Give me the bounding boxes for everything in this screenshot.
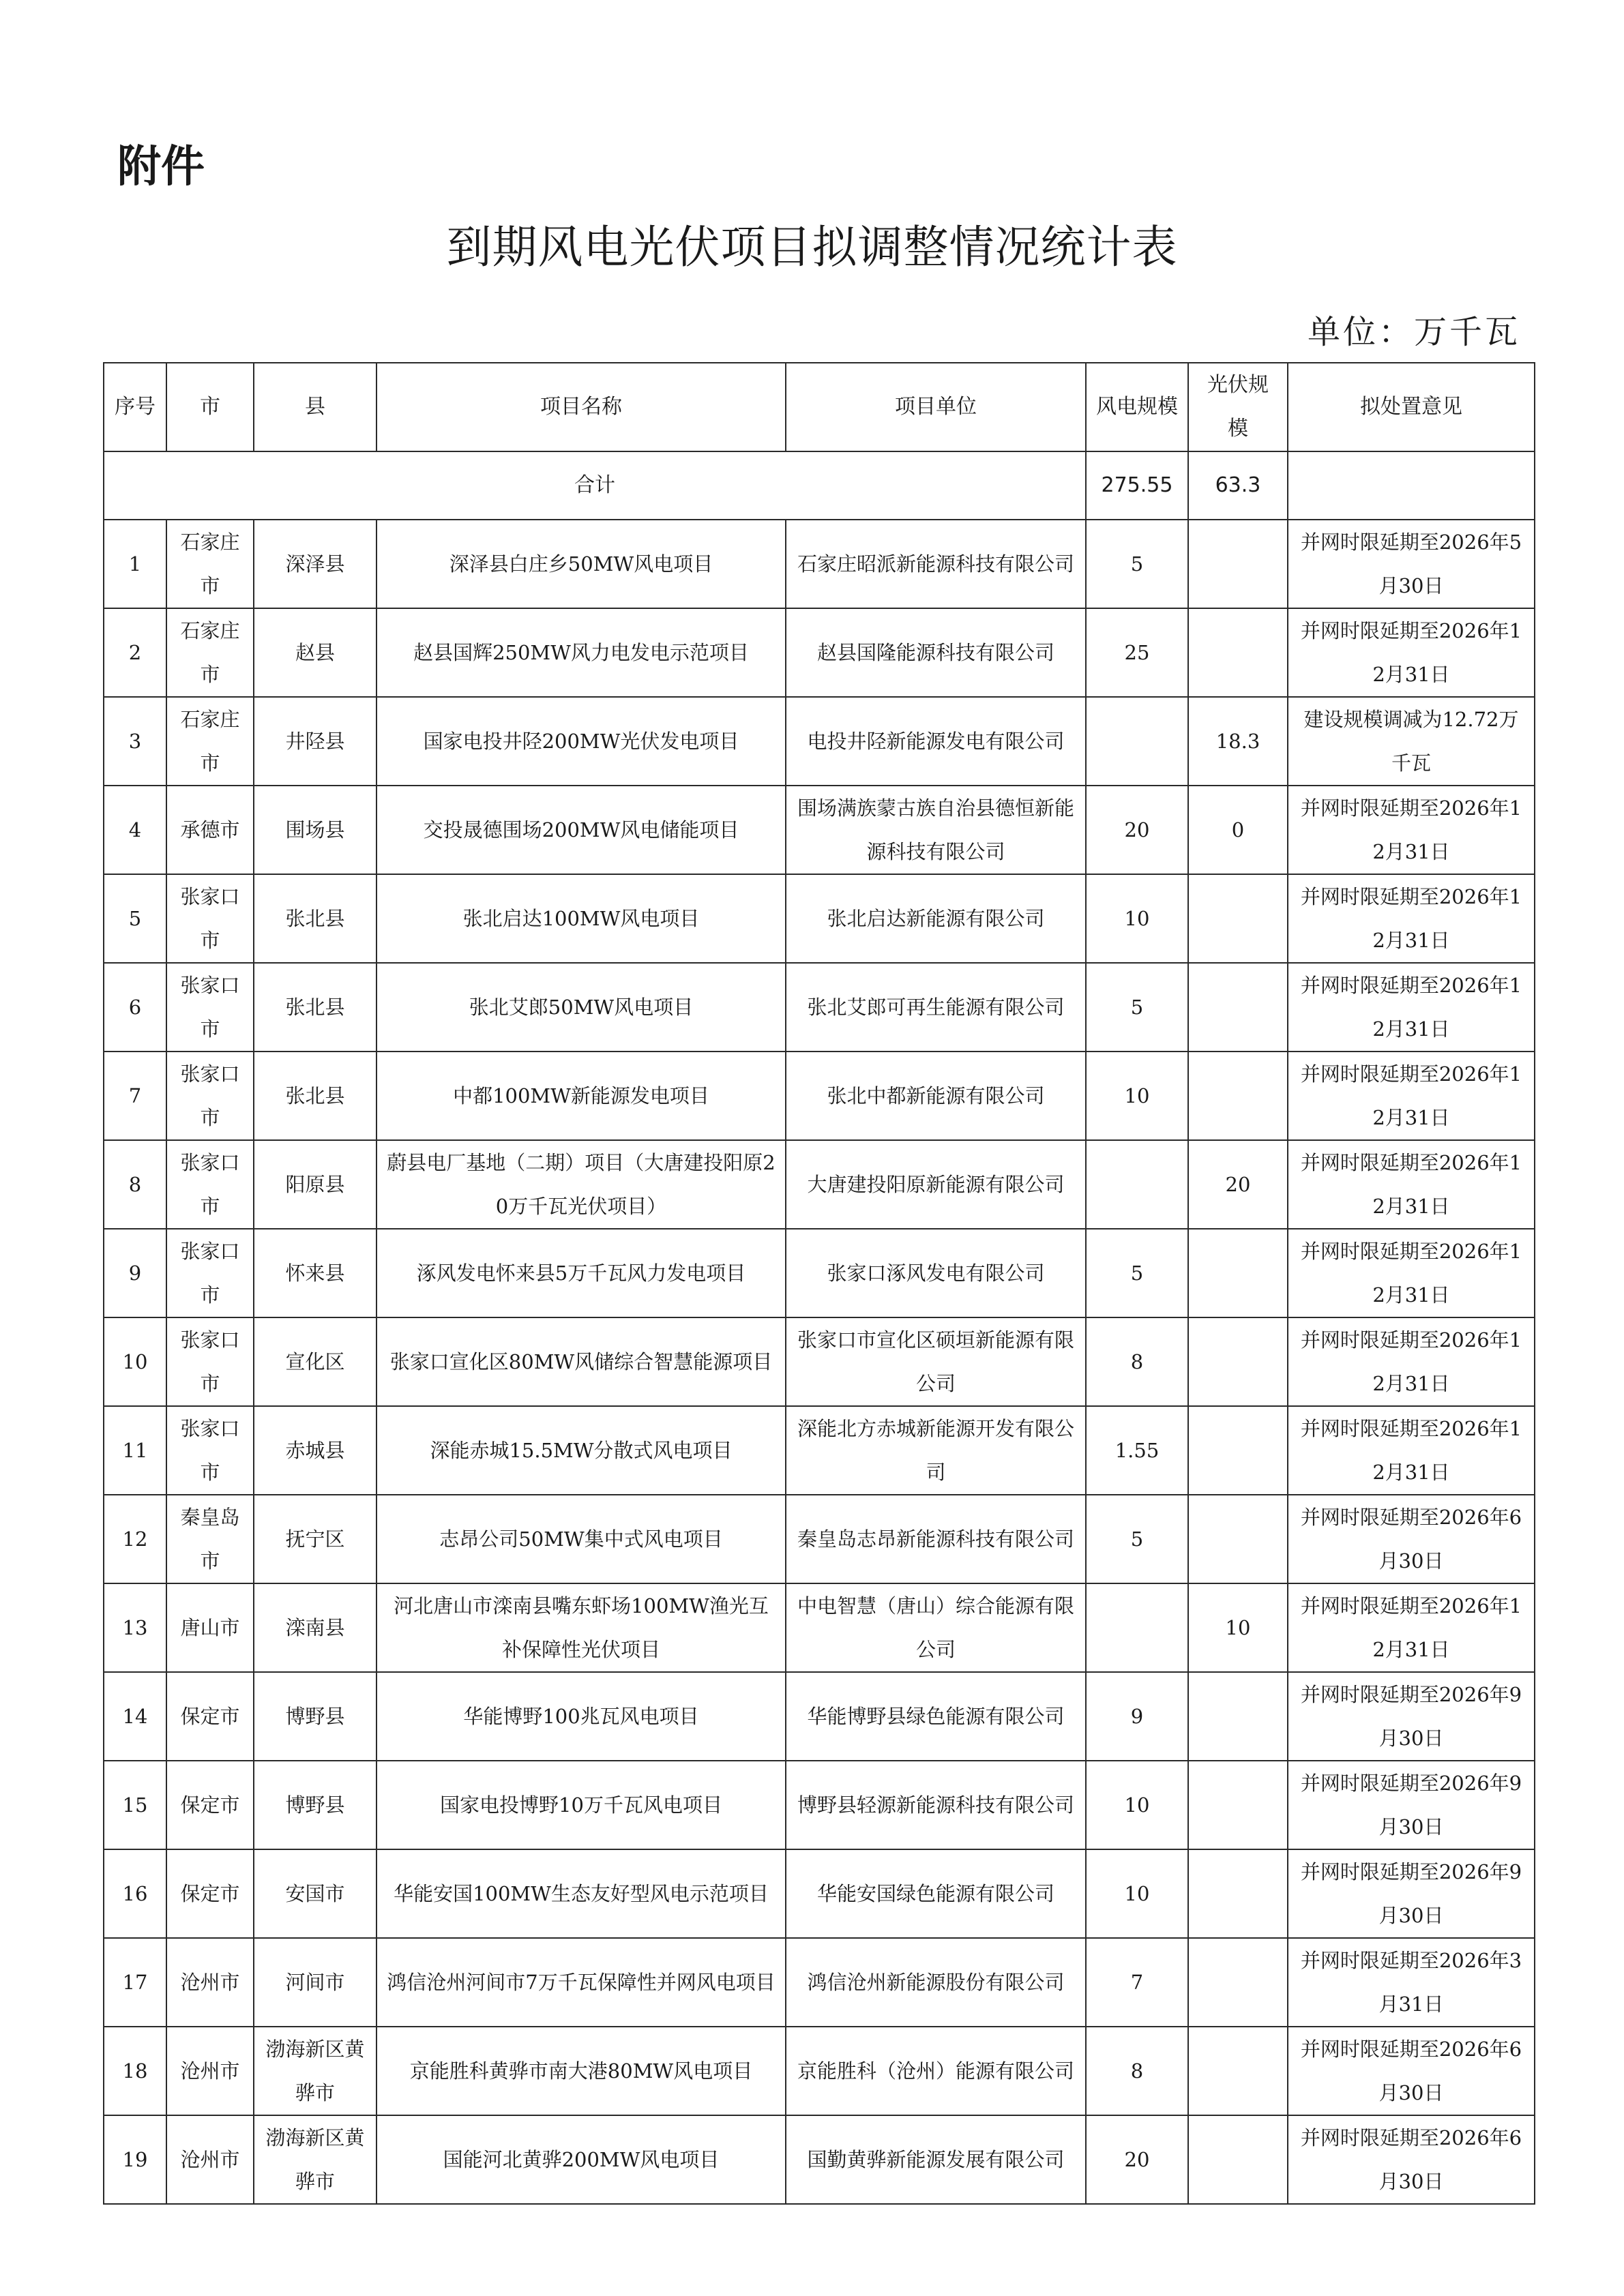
cell-city: 沧州市 (166, 1938, 254, 2027)
cell-city: 张家口市 (166, 1317, 254, 1406)
cell-wind-scale: 8 (1086, 1317, 1188, 1406)
cell-project-unit: 博野县轻源新能源科技有限公司 (786, 1761, 1086, 1849)
cell-county: 怀来县 (254, 1229, 377, 1317)
cell-project-name: 赵县国辉250MW风力电发电示范项目 (377, 608, 786, 697)
cell-county: 张北县 (254, 1052, 377, 1140)
cell-no: 15 (104, 1761, 166, 1849)
cell-county: 赤城县 (254, 1406, 377, 1495)
header-wind-scale: 风电规模 (1086, 363, 1188, 451)
table-row (104, 1317, 1535, 1406)
cell-city: 保定市 (166, 1761, 254, 1849)
table-row (104, 520, 1535, 608)
table-row (104, 697, 1535, 786)
cell-no: 2 (104, 608, 166, 697)
cell-opinion: 并网时限延期至2026年12月31日 (1288, 1406, 1535, 1495)
cell-pv-scale: 20 (1188, 1140, 1288, 1229)
cell-pv-scale (1188, 1672, 1288, 1761)
cell-county: 围场县 (254, 786, 377, 874)
cell-city: 石家庄市 (166, 697, 254, 786)
cell-city: 石家庄市 (166, 520, 254, 608)
cell-no: 9 (104, 1229, 166, 1317)
cell-county: 河间市 (254, 1938, 377, 2027)
table-row (104, 1406, 1535, 1495)
cell-opinion: 并网时限延期至2026年12月31日 (1288, 963, 1535, 1052)
cell-project-name: 华能博野100兆瓦风电项目 (377, 1672, 786, 1761)
cell-opinion: 并网时限延期至2026年12月31日 (1288, 1140, 1535, 1229)
table-row (104, 963, 1535, 1052)
cell-county: 博野县 (254, 1672, 377, 1761)
cell-wind-scale: 5 (1086, 1495, 1188, 1583)
cell-wind-scale: 9 (1086, 1672, 1188, 1761)
cell-pv-scale (1188, 1761, 1288, 1849)
cell-wind-scale: 20 (1086, 2115, 1188, 2204)
header-project-unit: 项目单位 (786, 363, 1086, 451)
cell-no: 19 (104, 2115, 166, 2204)
cell-no: 10 (104, 1317, 166, 1406)
cell-county: 安国市 (254, 1849, 377, 1938)
cell-wind-scale: 8 (1086, 2027, 1188, 2115)
cell-opinion: 并网时限延期至2026年12月31日 (1288, 608, 1535, 697)
table-row (104, 1229, 1535, 1317)
cell-project-unit: 赵县国隆能源科技有限公司 (786, 608, 1086, 697)
cell-no: 12 (104, 1495, 166, 1583)
cell-project-unit: 张北启达新能源有限公司 (786, 874, 1086, 963)
header-pv-scale: 光伏规模 (1188, 363, 1288, 451)
table-row (104, 1495, 1535, 1583)
unit-label: 单位：万千瓦 (1307, 313, 1520, 351)
cell-wind-scale: 10 (1086, 874, 1188, 963)
cell-project-unit: 深能北方赤城新能源开发有限公司 (786, 1406, 1086, 1495)
cell-wind-scale: 1.55 (1086, 1406, 1188, 1495)
cell-project-name: 国能河北黄骅200MW风电项目 (377, 2115, 786, 2204)
cell-wind-scale (1086, 1583, 1188, 1672)
cell-project-unit: 围场满族蒙古族自治县德恒新能源科技有限公司 (786, 786, 1086, 874)
cell-county: 博野县 (254, 1761, 377, 1849)
cell-wind-scale: 10 (1086, 1052, 1188, 1140)
cell-project-name: 国家电投博野10万千瓦风电项目 (377, 1761, 786, 1849)
cell-opinion: 并网时限延期至2026年9月30日 (1288, 1849, 1535, 1938)
header-no: 序号 (104, 363, 166, 451)
cell-project-name: 深能赤城15.5MW分散式风电项目 (377, 1406, 786, 1495)
cell-opinion: 并网时限延期至2026年12月31日 (1288, 1317, 1535, 1406)
cell-pv-scale (1188, 1849, 1288, 1938)
cell-project-unit: 京能胜科（沧州）能源有限公司 (786, 2027, 1086, 2115)
cell-county: 渤海新区黄骅市 (254, 2027, 377, 2115)
cell-wind-scale: 7 (1086, 1938, 1188, 2027)
cell-pv-scale (1188, 1229, 1288, 1317)
projects-table (103, 362, 1535, 2205)
cell-no: 14 (104, 1672, 166, 1761)
cell-pv-scale (1188, 1052, 1288, 1140)
cell-city: 张家口市 (166, 874, 254, 963)
cell-city: 张家口市 (166, 1052, 254, 1140)
table-row (104, 874, 1535, 963)
cell-county: 井陉县 (254, 697, 377, 786)
cell-wind-scale: 5 (1086, 520, 1188, 608)
cell-county: 深泽县 (254, 520, 377, 608)
cell-no: 7 (104, 1052, 166, 1140)
cell-no: 17 (104, 1938, 166, 2027)
cell-project-name: 国家电投井陉200MW光伏发电项目 (377, 697, 786, 786)
table-row (104, 2027, 1535, 2115)
cell-city: 张家口市 (166, 963, 254, 1052)
cell-project-name: 张北启达100MW风电项目 (377, 874, 786, 963)
cell-project-name: 交投晟德围场200MW风电储能项目 (377, 786, 786, 874)
cell-project-name: 张北艾郎50MW风电项目 (377, 963, 786, 1052)
cell-county: 张北县 (254, 963, 377, 1052)
total-label: 合计 (104, 451, 1086, 520)
cell-city: 沧州市 (166, 2115, 254, 2204)
cell-wind-scale (1086, 1140, 1188, 1229)
cell-project-name: 涿风发电怀来县5万千瓦风力发电项目 (377, 1229, 786, 1317)
cell-opinion: 并网时限延期至2026年6月30日 (1288, 2115, 1535, 2204)
cell-opinion: 并网时限延期至2026年6月30日 (1288, 2027, 1535, 2115)
table-row (104, 1052, 1535, 1140)
cell-pv-scale (1188, 1495, 1288, 1583)
cell-opinion: 并网时限延期至2026年12月31日 (1288, 1052, 1535, 1140)
table-row (104, 1140, 1535, 1229)
cell-pv-scale: 0 (1188, 786, 1288, 874)
cell-city: 承德市 (166, 786, 254, 874)
cell-city: 石家庄市 (166, 608, 254, 697)
cell-wind-scale: 5 (1086, 1229, 1188, 1317)
cell-opinion: 并网时限延期至2026年12月31日 (1288, 874, 1535, 963)
cell-county: 宣化区 (254, 1317, 377, 1406)
cell-city: 唐山市 (166, 1583, 254, 1672)
header-opinion: 拟处置意见 (1288, 363, 1535, 451)
cell-opinion: 并网时限延期至2026年12月31日 (1288, 786, 1535, 874)
cell-wind-scale: 10 (1086, 1849, 1188, 1938)
cell-pv-scale (1188, 2115, 1288, 2204)
cell-project-unit: 石家庄昭派新能源科技有限公司 (786, 520, 1086, 608)
cell-pv-scale (1188, 1938, 1288, 2027)
cell-pv-scale (1188, 608, 1288, 697)
cell-no: 4 (104, 786, 166, 874)
cell-no: 18 (104, 2027, 166, 2115)
cell-wind-scale: 5 (1086, 963, 1188, 1052)
cell-no: 11 (104, 1406, 166, 1495)
cell-wind-scale (1086, 697, 1188, 786)
table-row (104, 1849, 1535, 1938)
cell-project-unit: 华能博野县绿色能源有限公司 (786, 1672, 1086, 1761)
cell-no: 13 (104, 1583, 166, 1672)
cell-pv-scale (1188, 874, 1288, 963)
cell-project-name: 中都100MW新能源发电项目 (377, 1052, 786, 1140)
cell-county: 滦南县 (254, 1583, 377, 1672)
cell-city: 秦皇岛市 (166, 1495, 254, 1583)
cell-county: 渤海新区黄骅市 (254, 2115, 377, 2204)
cell-project-name: 张家口宣化区80MW风储综合智慧能源项目 (377, 1317, 786, 1406)
cell-city: 张家口市 (166, 1140, 254, 1229)
cell-city: 沧州市 (166, 2027, 254, 2115)
cell-opinion: 并网时限延期至2026年6月30日 (1288, 1495, 1535, 1583)
cell-wind-scale: 20 (1086, 786, 1188, 874)
cell-city: 张家口市 (166, 1229, 254, 1317)
cell-county: 阳原县 (254, 1140, 377, 1229)
cell-project-name: 鸿信沧州河间市7万千瓦保障性并网风电项目 (377, 1938, 786, 2027)
cell-opinion: 建设规模调减为12.72万千瓦 (1288, 697, 1535, 786)
cell-pv-scale: 10 (1188, 1583, 1288, 1672)
table-row (104, 1938, 1535, 2027)
cell-opinion: 并网时限延期至2026年12月31日 (1288, 1229, 1535, 1317)
cell-no: 3 (104, 697, 166, 786)
cell-county: 赵县 (254, 608, 377, 697)
header-city: 市 (166, 363, 254, 451)
cell-project-unit: 秦皇岛志昂新能源科技有限公司 (786, 1495, 1086, 1583)
cell-project-unit: 大唐建投阳原新能源有限公司 (786, 1140, 1086, 1229)
attachment-label: 附件 (117, 142, 205, 192)
cell-no: 1 (104, 520, 166, 608)
cell-project-name: 河北唐山市滦南县嘴东虾场100MW渔光互补保障性光伏项目 (377, 1583, 786, 1672)
cell-opinion: 并网时限延期至2026年3月31日 (1288, 1938, 1535, 2027)
cell-city: 张家口市 (166, 1406, 254, 1495)
cell-pv-scale (1188, 1406, 1288, 1495)
cell-no: 5 (104, 874, 166, 963)
cell-county: 抚宁区 (254, 1495, 377, 1583)
header-county: 县 (254, 363, 377, 451)
cell-no: 6 (104, 963, 166, 1052)
cell-wind-scale: 10 (1086, 1761, 1188, 1849)
table-row (104, 1583, 1535, 1672)
cell-project-name: 京能胜科黄骅市南大港80MW风电项目 (377, 2027, 786, 2115)
cell-opinion: 并网时限延期至2026年5月30日 (1288, 520, 1535, 608)
cell-project-unit: 张北中都新能源有限公司 (786, 1052, 1086, 1140)
cell-project-unit: 张北艾郎可再生能源有限公司 (786, 963, 1086, 1052)
total-row (104, 451, 1535, 520)
cell-pv-scale (1188, 963, 1288, 1052)
cell-no: 16 (104, 1849, 166, 1938)
cell-pv-scale (1188, 1317, 1288, 1406)
table-row (104, 786, 1535, 874)
cell-opinion: 并网时限延期至2026年9月30日 (1288, 1672, 1535, 1761)
cell-project-unit: 电投井陉新能源发电有限公司 (786, 697, 1086, 786)
cell-county: 张北县 (254, 874, 377, 963)
cell-project-unit: 鸿信沧州新能源股份有限公司 (786, 1938, 1086, 2027)
cell-project-unit: 张家口市宣化区硕垣新能源有限公司 (786, 1317, 1086, 1406)
cell-pv-scale (1188, 2027, 1288, 2115)
cell-project-name: 志昂公司50MW集中式风电项目 (377, 1495, 786, 1583)
cell-opinion: 并网时限延期至2026年12月31日 (1288, 1583, 1535, 1672)
table-row (104, 608, 1535, 697)
table-row (104, 1761, 1535, 1849)
cell-project-unit: 国勤黄骅新能源发展有限公司 (786, 2115, 1086, 2204)
table-row (104, 1672, 1535, 1761)
cell-project-name: 深泽县白庄乡50MW风电项目 (377, 520, 786, 608)
cell-opinion: 并网时限延期至2026年9月30日 (1288, 1761, 1535, 1849)
cell-project-unit: 张家口涿风发电有限公司 (786, 1229, 1086, 1317)
cell-pv-scale (1188, 520, 1288, 608)
cell-no: 8 (104, 1140, 166, 1229)
table-row (104, 2115, 1535, 2204)
cell-project-name: 华能安国100MW生态友好型风电示范项目 (377, 1849, 786, 1938)
cell-pv-scale: 18.3 (1188, 697, 1288, 786)
cell-project-name: 蔚县电厂基地（二期）项目（大唐建投阳原20万千瓦光伏项目） (377, 1140, 786, 1229)
cell-project-unit: 中电智慧（唐山）综合能源有限公司 (786, 1583, 1086, 1672)
cell-city: 保定市 (166, 1849, 254, 1938)
page-title: 到期风电光伏项目拟调整情况统计表 (446, 221, 1178, 273)
total-wind: 275.55 (1086, 451, 1188, 520)
header-project-name: 项目名称 (377, 363, 786, 451)
total-pv: 63.3 (1188, 451, 1288, 520)
cell-project-unit: 华能安国绿色能源有限公司 (786, 1849, 1086, 1938)
header-row (104, 363, 1535, 451)
cell-wind-scale: 25 (1086, 608, 1188, 697)
total-opinion (1288, 451, 1535, 520)
cell-city: 保定市 (166, 1672, 254, 1761)
